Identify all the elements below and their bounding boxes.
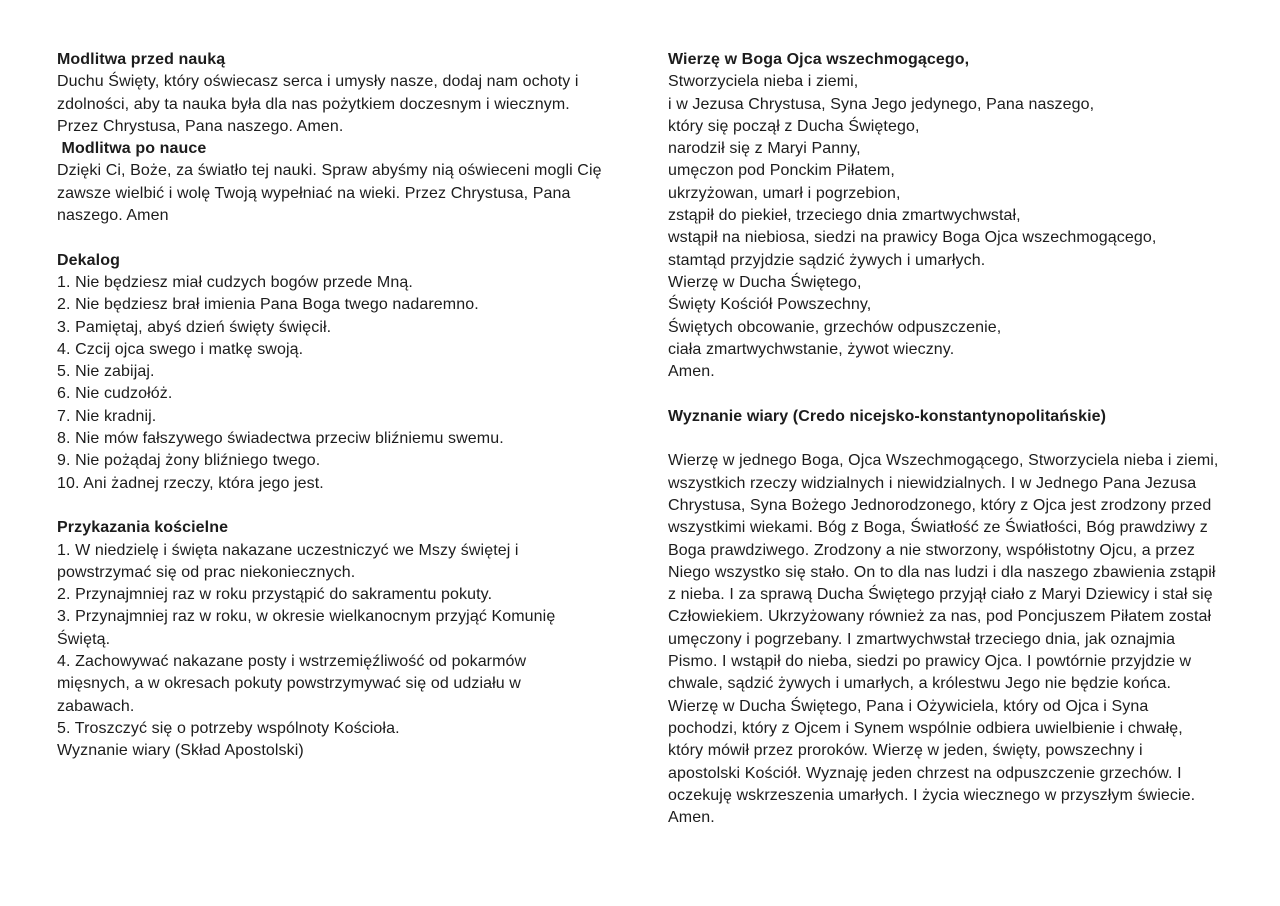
text-line: naszego. Amen <box>57 207 169 225</box>
text-line: wszystkich rzeczy widzialnych i niewidzialnych. I w Jednego Pana Jezusa <box>668 474 1197 492</box>
text-line: wstąpił na niebiosa, siedzi na prawicy Boga Ojca wszechmogącego, <box>668 229 1157 247</box>
blank-line <box>57 227 657 249</box>
text-line: 4. Zachowywać nakazane posty i wstrzemięźliwość od pokarmów <box>57 653 527 671</box>
blank-line <box>668 428 1268 450</box>
text-line: oczekuję wskrzeszenia umarłych. I życia wiecznego w przyszłym świecie. <box>668 786 1196 804</box>
text-line: 4. Czcij ojca swego i matkę swoją. <box>57 340 304 358</box>
text-line: zawsze wielbić i wolę Twoją wypełniać na wieki. Przez Chrystusa, Pana <box>57 184 571 202</box>
text-line: Wierzę w Ducha Świętego, Pana i Ożywiciela, który od Ojca i Syna <box>668 697 1149 715</box>
text-line: Dzięki Ci, Boże, za światło tej nauki. Spraw abyśmy nią oświeceni mogli Cię <box>57 162 602 180</box>
text-line: 2. Przynajmniej raz w roku przystąpić do sakramentu pokuty. <box>57 586 493 604</box>
text-line: chwale, sądzić żywych i umarłych, a królestwu Jego nie będzie końca. <box>668 675 1172 693</box>
text-line: który się począł z Ducha Świętego, <box>668 117 920 135</box>
text-line: 6. Nie cudzołóż. <box>57 385 173 403</box>
text-line: który mówił przez proroków. Wierzę w jeden, święty, powszechny i <box>668 742 1143 760</box>
text-line: Stworzyciela nieba i ziemi, <box>668 73 859 91</box>
text-line: 10. Ani żadnej rzeczy, która jego jest. <box>57 474 324 492</box>
text-line: pochodzi, który z Ojcem i Synem wspólnie odbiera uwielbienie i chwałę, <box>668 719 1183 737</box>
blank-line <box>668 383 1268 405</box>
text-line: Świętych obcowanie, grzechów odpuszczenie, <box>668 318 1002 336</box>
text-line: stamtąd przyjdzie sądzić żywych i umarłych. <box>668 251 986 269</box>
section-heading: Modlitwa przed nauką <box>57 51 226 68</box>
text-line: Duchu Święty, który oświecasz serca i umysły nasze, dodaj nam ochoty i <box>57 73 579 91</box>
blank-line <box>57 495 657 517</box>
text-line: 9. Nie pożądaj żony bliźniego twego. <box>57 452 321 470</box>
text-line: 2. Nie będziesz brał imienia Pana Boga twego nadaremno. <box>57 296 479 314</box>
text-line: 5. Troszczyć się o potrzeby wspólnoty Kościoła. <box>57 719 400 737</box>
section-heading: Wierzę w Boga Ojca wszechmogącego, <box>668 51 970 68</box>
document-column-right <box>668 49 1268 829</box>
text-line: Wierzę w Ducha Świętego, <box>668 273 862 291</box>
text-line: Pismo. I wstąpił do nieba, siedzi po prawicy Ojca. I powtórnie przyjdzie w <box>668 653 1192 671</box>
text-line: 3. Przynajmniej raz w roku, w okresie wielkanocnym przyjąć Komunię <box>57 608 556 626</box>
text-line: umęczon pod Ponckim Piłatem, <box>668 162 895 180</box>
text-line: zstąpił do piekieł, trzeciego dnia zmartwychwstał, <box>668 207 1021 225</box>
text-line: 5. Nie zabijaj. <box>57 363 155 381</box>
text-line: 1. Nie będziesz miał cudzych bogów przede Mną. <box>57 273 413 291</box>
text-line: 3. Pamiętaj, abyś dzień święty święcił. <box>57 318 332 336</box>
section-heading: Modlitwa po nauce <box>57 140 207 158</box>
text-line: umęczony i pogrzebany. I zmartwychwstał trzeciego dnia, jak oznajmia <box>668 630 1176 648</box>
text-line: 7. Nie kradnij. <box>57 407 157 425</box>
text-line: zabawach. <box>57 697 135 715</box>
text-line: 1. W niedzielę i święta nakazane uczestniczyć we Mszy świętej i <box>57 541 519 559</box>
text-line: z nieba. I za sprawą Ducha Świętego przyjął ciało z Maryi Dziewicy i stał się <box>668 586 1213 604</box>
text-line: narodził się z Maryi Panny, <box>668 140 861 158</box>
text-line: ciała zmartwychwstanie, żywot wieczny. <box>668 340 955 358</box>
section-heading: Przykazania kościelne <box>57 519 229 537</box>
text-line: Boga prawdziwego. Zrodzony a nie stworzony, współistotny Ojcu, a przez <box>668 541 1195 559</box>
text-line: Przez Chrystusa, Pana naszego. Amen. <box>57 117 344 135</box>
text-line: apostolski Kościół. Wyznaję jeden chrzest na odpuszczenie grzechów. I <box>668 764 1182 782</box>
text-line: 8. Nie mów fałszywego świadectwa przeciw bliźniemu swemu. <box>57 430 504 448</box>
text-line: i w Jezusa Chrystusa, Syna Jego jedynego, Pana naszego, <box>668 95 1095 113</box>
text-line: Niego wszystko się stało. On to dla nas ludzi i dla naszego zbawienia zstąpił <box>668 563 1216 581</box>
document-column-left <box>57 49 657 763</box>
text-line: zdolności, aby ta nauka była dla nas pożytkiem doczesnym i wiecznym. <box>57 95 570 113</box>
text-line: Chrystusa, Syna Bożego Jednorodzonego, który z Ojca jest zrodzony przed <box>668 496 1212 514</box>
text-line: wszystkimi wiekami. Bóg z Boga, Światłość ze Światłości, Bóg prawdziwy z <box>668 519 1208 537</box>
text-line: powstrzymać się od prac niekoniecznych. <box>57 563 356 581</box>
text-line: Amen. <box>668 363 715 381</box>
section-heading: Wyznanie wiary (Credo nicejsko-konstantynopolitańskie) <box>668 407 1107 425</box>
text-line: ukrzyżowan, umarł i pogrzebion, <box>668 184 901 202</box>
section-heading: Dekalog <box>57 251 120 269</box>
text-line: mięsnych, a w okresach pokuty powstrzymywać się od udziału w <box>57 675 521 693</box>
text-line: Świętą. <box>57 630 111 648</box>
text-line: Wierzę w jednego Boga, Ojca Wszechmogącego, Stworzyciela nieba i ziemi, <box>668 452 1219 470</box>
text-line: Amen. <box>668 809 715 827</box>
text-line: Święty Kościół Powszechny, <box>668 296 872 314</box>
text-line: Człowiekiem. Ukrzyżowany również za nas, pod Poncjuszem Piłatem został <box>668 608 1212 626</box>
text-line: Wyznanie wiary (Skład Apostolski) <box>57 742 304 760</box>
